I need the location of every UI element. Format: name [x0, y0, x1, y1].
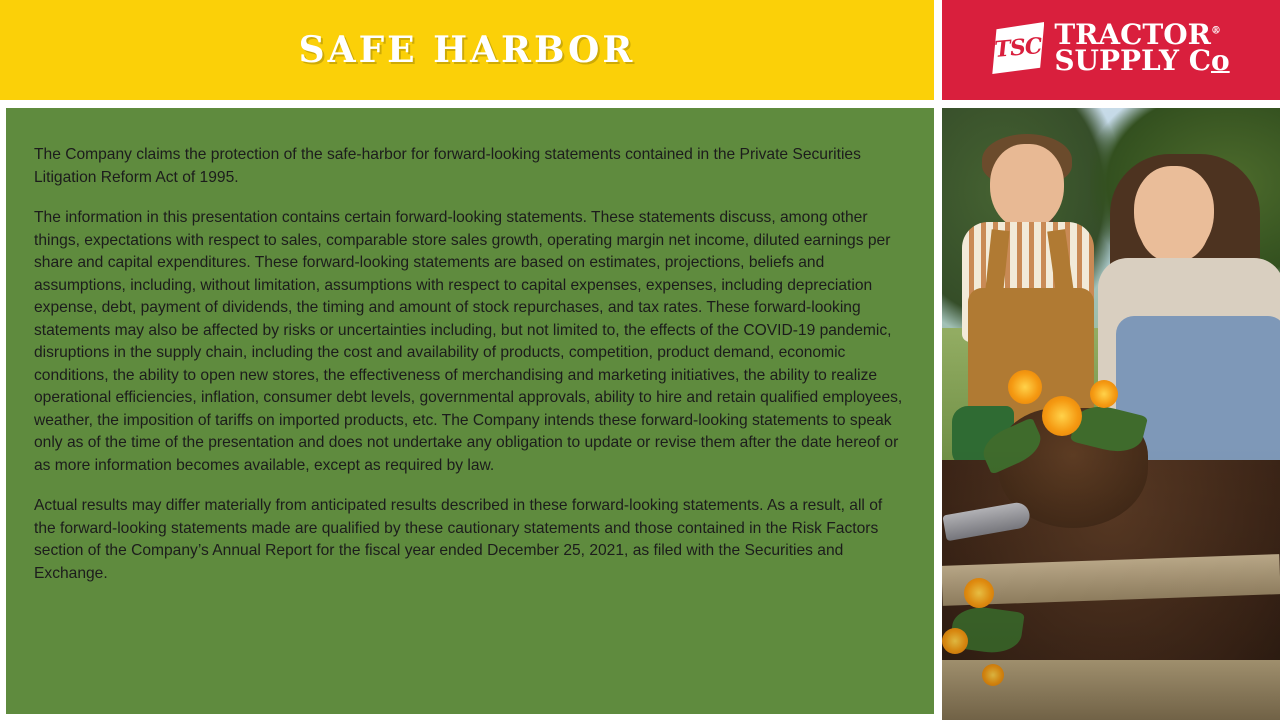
logo-line-2-text: SUPPLY C: [1054, 44, 1211, 77]
page-title: SAFE HARBOR: [298, 29, 636, 71]
logo-line-2-suffix: o: [1210, 44, 1230, 77]
registered-mark: ®: [1210, 25, 1221, 37]
logo-line-1-text: TRACTOR: [1054, 18, 1211, 52]
logo-line-2: [1054, 44, 1230, 77]
logo-wordmark: [1054, 18, 1230, 77]
paragraph-1: The Company claims the protection of the safe-harbor for forward-looking statements contained in the Private Securities Litigation Reform Act of 1995.: [34, 146, 861, 186]
title-band: [0, 0, 934, 100]
logo-mark-text: TSC: [993, 33, 1043, 63]
tsc-shard-icon: [992, 22, 1044, 74]
logo-inner: [992, 18, 1230, 77]
safe-harbor-text-panel: [6, 108, 934, 714]
paragraph-3: Actual results may differ materially from anticipated results described in these forward-looking statements. As a result, all of the forward-looking statements made are qualified by these cautionary statements and those contained in the Risk Factors section of the Company’s Annual Report for the fiscal year ended December 25, 2021, as filed with the Securities and Exchange.: [34, 497, 883, 582]
photo-vignette: [942, 108, 1280, 720]
paragraph-2: The information in this presentation contains certain forward-looking statements. These statements discuss, among other things, expectations with respect to sales, comparable store sales growth, operating margin net income, diluted earnings per share and capital expenditures. These forward-looking statements are based on estimates, projections, beliefs and assumptions, including, without limitation, assumptions with respect to capital expenses, expenses, including depreciation expense, debt, payment of dividends, the timing and amount of stock repurchases, and tax rates. These forward-looking statements may also be affected by risks or uncertainties including, but not limited to, the effects of the COVID-19 pandemic, disruptions in the supply chain, including the cost and availability of products, competition, product demand, economic conditions, the ability to open new stores, the effectiveness of merchandising and marketing initiatives, the ability to realize operational efficiencies, inflation, consumer debt levels, governmental approvals, ability to hire and retain qualified employees, weather, the imposition of tariffs on imported products, etc. The Company intends these forward-looking statements to speak only as of the time of the presentation and does not undertake any obligation to update or revise them after the date hereof or as more information becomes available, except as required by law.: [34, 209, 903, 474]
brand-logo: [942, 0, 1280, 100]
gardening-photo: [942, 108, 1280, 720]
header-divider: [934, 0, 942, 100]
